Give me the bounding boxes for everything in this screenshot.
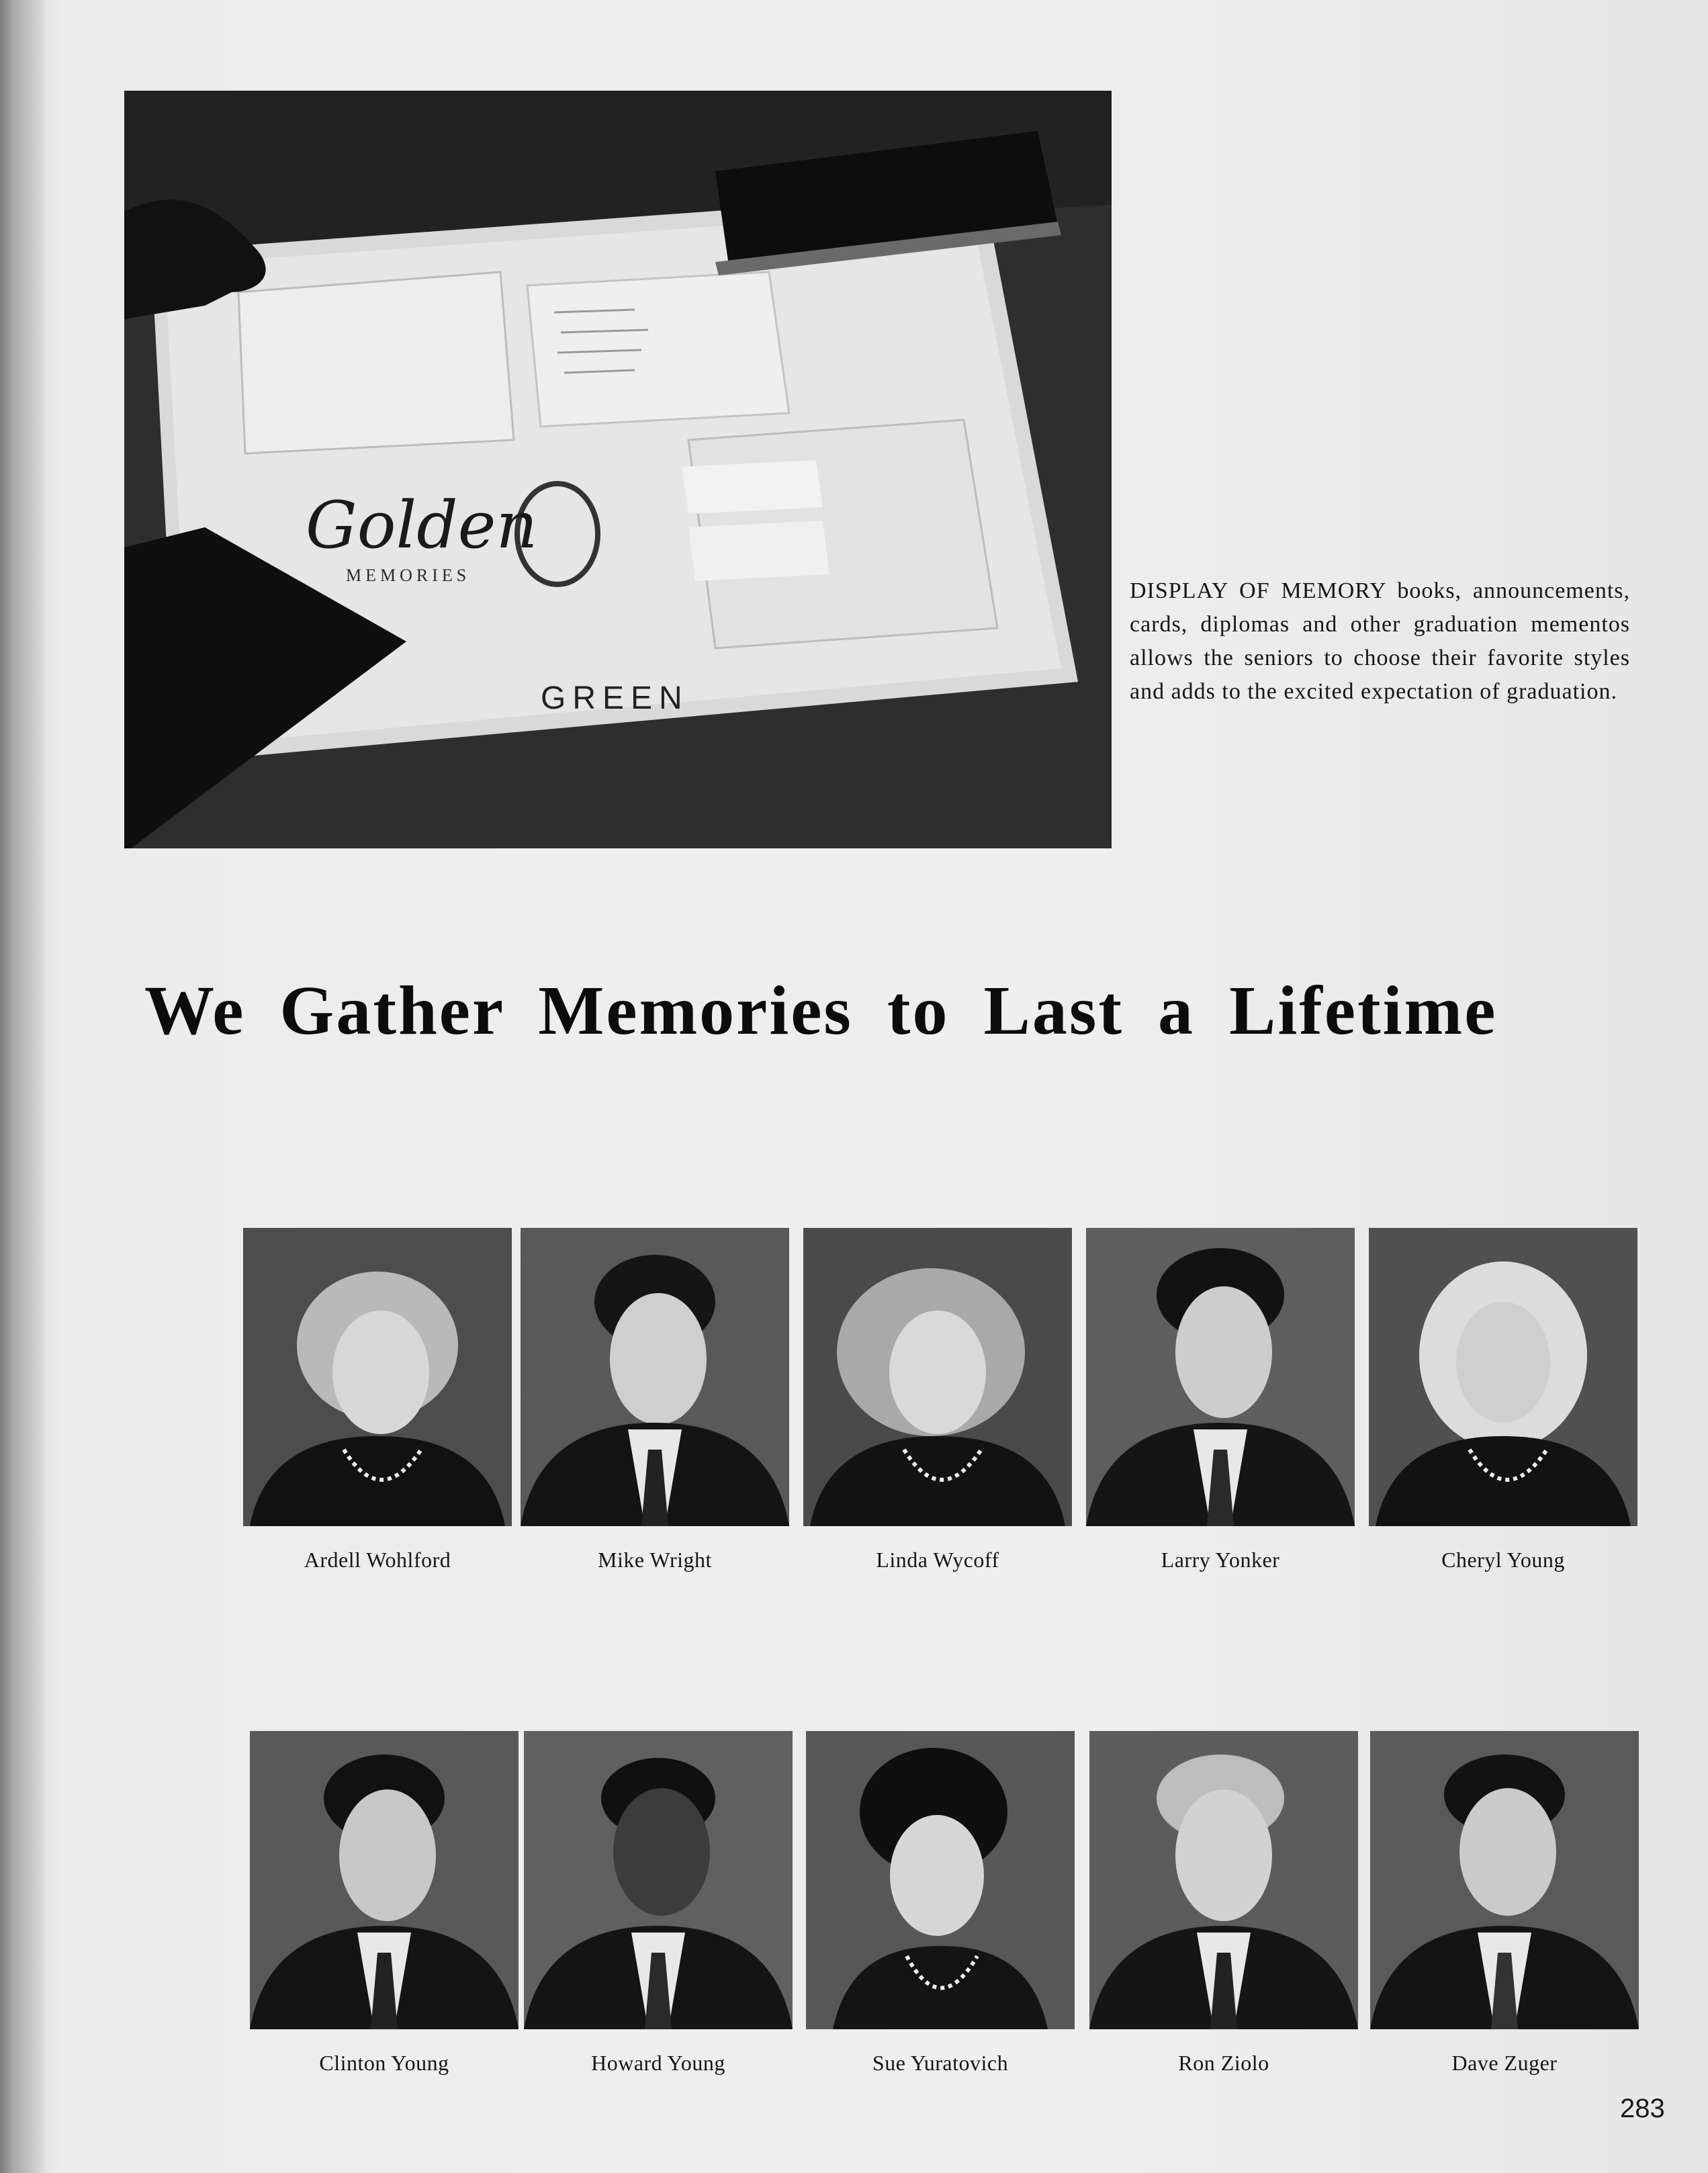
brand-label-text: GREEN (541, 680, 689, 716)
photo-caption: DISPLAY OF MEMORY books, announcements, cards, diplomas and other graduation mementos allows the seniors to choose their favorite styles and adds to the excited expectation of graduation. (1130, 578, 1630, 704)
portrait (1086, 1228, 1355, 1572)
student-name: Dave Zuger (1451, 2051, 1558, 2075)
display-photo-illustration (124, 91, 1112, 848)
cover-subtitle-text: MEMORIES (346, 566, 471, 585)
portrait (806, 1731, 1075, 2076)
person-silhouette (524, 1731, 793, 2029)
person-silhouette (1089, 1731, 1358, 2029)
portrait (250, 1731, 519, 2076)
portrait (1089, 1731, 1358, 2076)
page-gutter-shadow (0, 0, 47, 2173)
portrait (803, 1228, 1072, 1572)
person-silhouette (1369, 1228, 1637, 1526)
person-silhouette (806, 1731, 1075, 2029)
portrait-photo (1369, 1228, 1637, 1526)
portrait (1370, 1731, 1639, 2076)
page-headline: We Gather Memories to Last a Lifetime (144, 972, 1498, 1049)
portrait-photo (1089, 1731, 1358, 2029)
portrait-photo (806, 1731, 1075, 2029)
memory-books-display-photo (124, 91, 1112, 848)
student-name: Clinton Young (319, 2051, 449, 2075)
portrait-photo (803, 1228, 1072, 1526)
person-silhouette (243, 1228, 512, 1526)
portrait-photo (524, 1731, 793, 2029)
portrait-photo (250, 1731, 519, 2029)
student-name: Linda Wycoff (876, 1548, 999, 1572)
person-silhouette (803, 1228, 1072, 1526)
portrait-photo (1370, 1731, 1639, 2029)
portrait (1369, 1228, 1637, 1572)
page-number: 283 (1620, 2094, 1665, 2123)
portrait (521, 1228, 789, 1572)
student-name: Ron Ziolo (1178, 2051, 1269, 2075)
portrait-photo (521, 1228, 789, 1526)
cover-script-text: Golden (306, 488, 538, 563)
student-name: Ardell Wohlford (304, 1548, 451, 1572)
portrait (243, 1228, 512, 1572)
person-silhouette (1370, 1731, 1639, 2029)
student-name: Cheryl Young (1441, 1548, 1565, 1572)
student-name: Mike Wright (598, 1548, 712, 1572)
portrait (524, 1731, 793, 2076)
student-name: Larry Yonker (1161, 1548, 1280, 1572)
student-name: Howard Young (591, 2051, 725, 2075)
student-name: Sue Yuratovich (872, 2051, 1009, 2075)
person-silhouette (521, 1228, 789, 1526)
person-silhouette (250, 1731, 519, 2029)
person-silhouette (1086, 1228, 1355, 1526)
portrait-photo (243, 1228, 512, 1526)
portrait-photo (1086, 1228, 1355, 1526)
